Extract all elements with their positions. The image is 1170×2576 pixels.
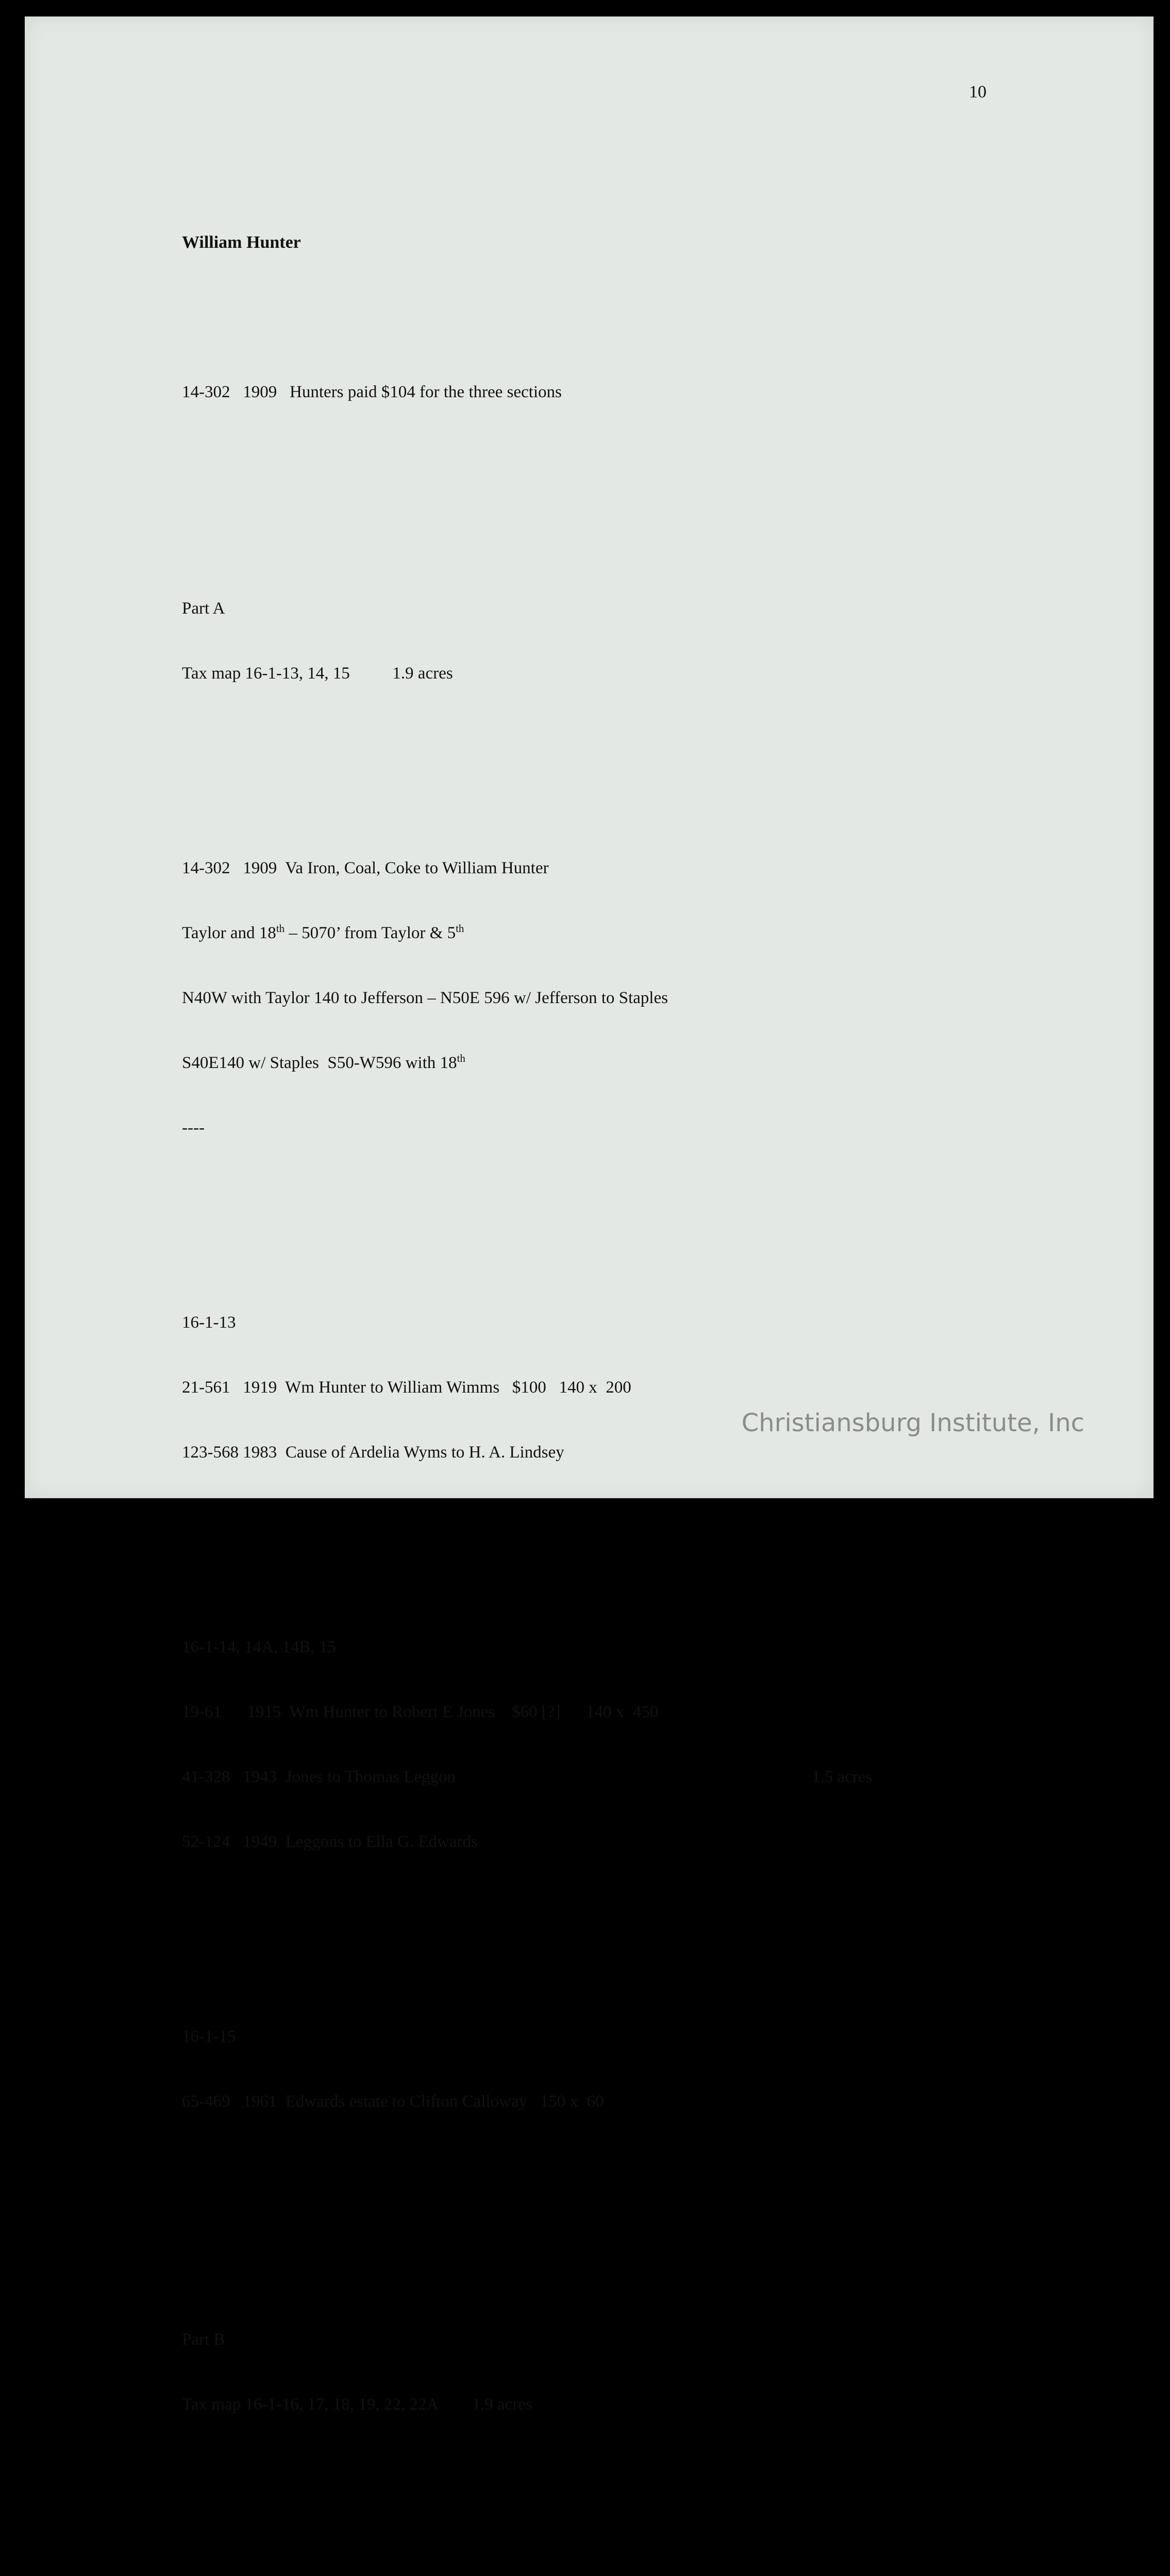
part-a-header <box>182 554 1110 727</box>
part-a-deed-line-4: S40E140 w/ Staples S50-W596 with 18th <box>182 1052 465 1072</box>
part-a-deed-line-3: N40W with Taylor 140 to Jefferson – N50E 596 w/ Jefferson to Staples <box>182 989 668 1007</box>
part-a-deed <box>182 814 1110 1182</box>
part-a-deed-line-2: Taylor and 18th – 5070’ from Taylor & 5th <box>182 922 464 942</box>
deed-record: 65-469 1961 Edwards estate to Clifton Calloway 150 x 60 <box>182 2092 604 2111</box>
deed-record: 21-561 1919 Wm Hunter to William Wimms $100 140 x 200 <box>182 1378 631 1397</box>
document-page <box>25 16 1154 2414</box>
parcel-title: 16-1-14, 14A, 14B, 15 <box>182 1638 336 1656</box>
parcel-group <box>182 1268 1110 1506</box>
part-a-taxmap: Tax map 16-1-13, 14, 15 1.9 acres <box>182 664 453 683</box>
part-a-separator: ---- <box>182 1118 205 1137</box>
deed-record: 41-328 1943 Jones to Thomas Leggon 1.5 acres <box>182 1766 1110 1788</box>
parcel-title: 16-1-15 <box>182 2027 236 2046</box>
part-a-title: Part A <box>182 599 225 618</box>
deed-record: 19-61 1915 Wm Hunter to Robert E Jones $60 [?] 140 x 450 <box>182 1703 659 1721</box>
part-b-title: Part B <box>182 2330 225 2349</box>
page-number: 10 <box>969 82 987 101</box>
watermark: Christiansburg Institute, Inc <box>741 1409 1084 1437</box>
parcel-title: 16-1-13 <box>182 1313 236 1332</box>
part-a-deed-line-1: 14-302 1909 Va Iron, Coal, Coke to William Hunter <box>182 859 549 877</box>
part-b-deed <box>182 2545 1110 2576</box>
deed-record: 52-124 1949 Leggons to Ella G. Edwards <box>182 1833 478 1851</box>
intro-block <box>182 338 1110 446</box>
document-body <box>182 189 1110 2576</box>
parcel-group <box>182 1982 1110 2156</box>
deed-record: 123-568 1983 Cause of Ardelia Wyms to H. A. Lindsey <box>182 1443 564 1462</box>
intro-line: 14-302 1909 Hunters paid $104 for the three sections <box>182 383 562 401</box>
page-title: William Hunter <box>182 233 301 252</box>
part-b-taxmap: Tax map 16-1-16, 17, 18, 19, 22, 22A 1.9 acres <box>182 2395 532 2414</box>
part-b-header <box>182 2285 1110 2459</box>
parcel-group <box>182 1593 1110 1896</box>
acres-note: 1.5 acres <box>812 1768 873 1786</box>
